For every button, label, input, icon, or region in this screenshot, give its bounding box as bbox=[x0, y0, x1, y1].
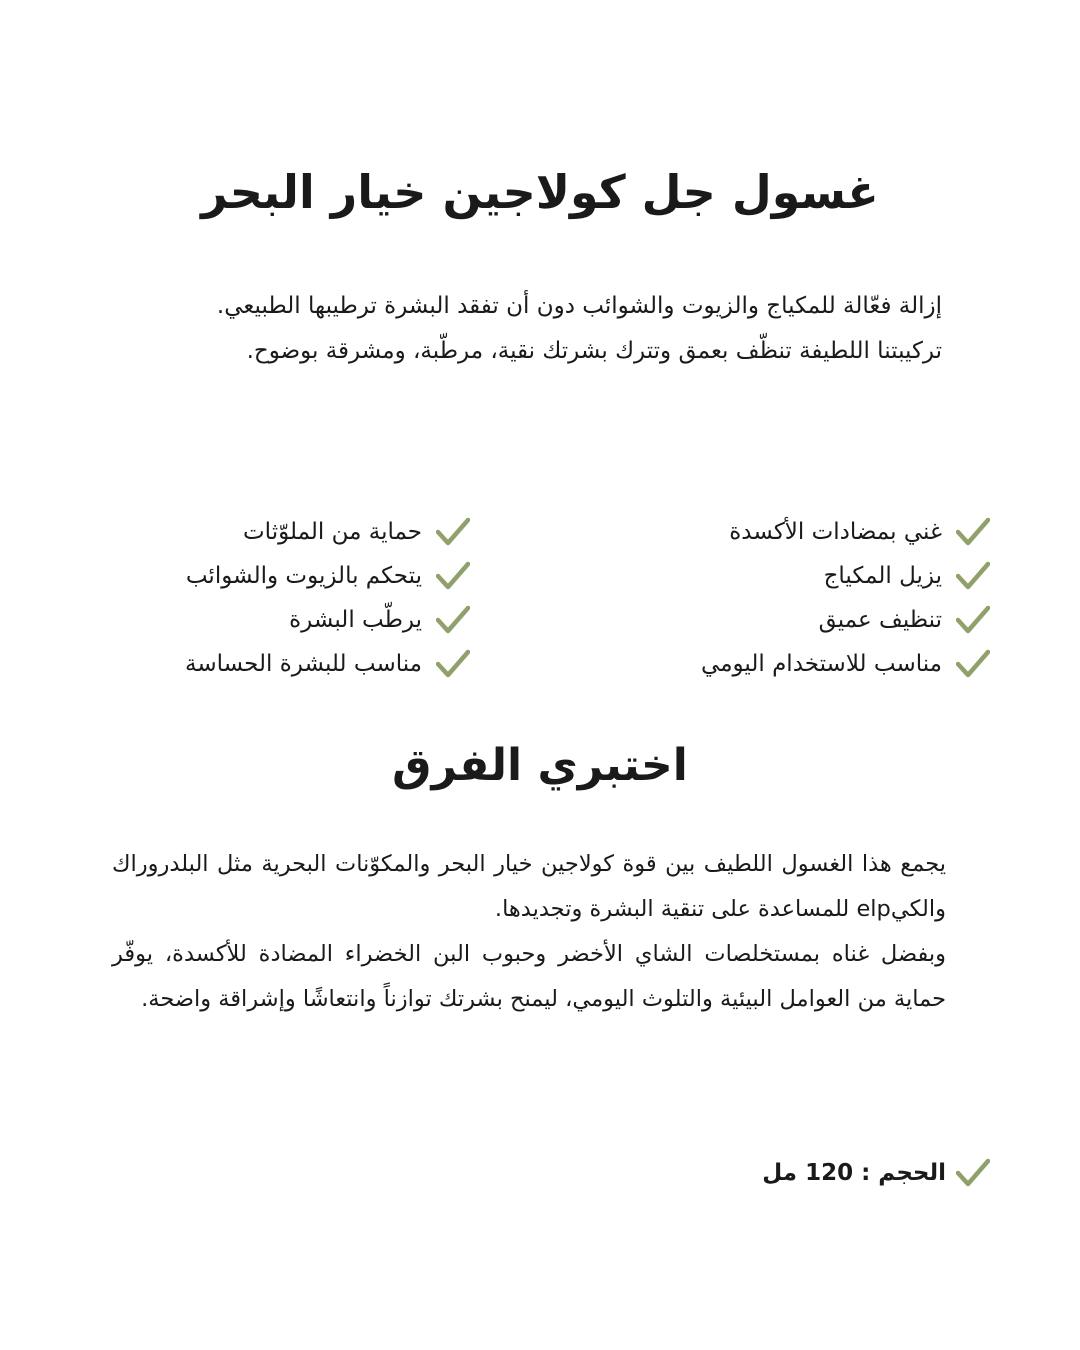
features-column-right bbox=[570, 510, 990, 686]
check-icon bbox=[956, 605, 990, 635]
intro-paragraph: إزالة فعّالة للمكياج والزيوت والشوائب دون أن تفقد البشرة ترطيبها الطبيعي. bbox=[216, 293, 942, 319]
check-icon bbox=[956, 1158, 990, 1188]
intro-text bbox=[176, 284, 942, 374]
description-text bbox=[112, 842, 946, 1022]
feature-item bbox=[70, 642, 470, 686]
feature-label: مناسب للبشرة الحساسة bbox=[185, 651, 422, 677]
feature-item bbox=[70, 554, 470, 598]
features-column-left bbox=[70, 510, 470, 686]
check-icon bbox=[436, 517, 470, 547]
features-list bbox=[70, 510, 990, 690]
check-icon bbox=[436, 649, 470, 679]
feature-label: يتحكم بالزيوت والشوائب bbox=[185, 563, 422, 589]
description-paragraph: يجمع هذا الغسول اللطيف بين قوة كولاجين خيار البحر والمكوّنات البحرية مثل البلدروراك والكيelp للمساعدة على تنقية البشرة وتجديدها. bbox=[112, 851, 946, 922]
feature-label: يزيل المكياج bbox=[823, 563, 942, 589]
check-icon bbox=[436, 561, 470, 591]
check-icon bbox=[436, 605, 470, 635]
check-icon bbox=[956, 561, 990, 591]
description-paragraph: وبفضل غناه بمستخلصات الشاي الأخضر وحبوب البن الخضراء المضادة للأكسدة، يوفّر حماية من العوامل البيئية والتلوث اليومي، ليمنح بشرتك توازناً وانتعاشًا وإشراقة واضحة. bbox=[112, 941, 946, 1012]
feature-label: يرطّب البشرة bbox=[289, 607, 422, 633]
size-info bbox=[762, 1150, 990, 1196]
feature-item bbox=[570, 642, 990, 686]
feature-label: غني بمضادات الأكسدة bbox=[729, 519, 942, 545]
feature-label: مناسب للاستخدام اليومي bbox=[701, 651, 942, 677]
feature-label: حماية من الملوّثات bbox=[243, 519, 422, 545]
check-icon bbox=[956, 517, 990, 547]
check-icon bbox=[956, 649, 990, 679]
feature-item bbox=[570, 554, 990, 598]
feature-item bbox=[570, 510, 990, 554]
intro-paragraph: تركيبتنا اللطيفة تنظّف بعمق وتترك بشرتك نقية، مرطّبة، ومشرقة بوضوح. bbox=[246, 338, 942, 364]
feature-item bbox=[570, 598, 990, 642]
section-title: اختبري الفرق bbox=[392, 740, 688, 791]
size-label: الحجم : 120 مل bbox=[762, 1160, 946, 1186]
feature-label: تنظيف عميق bbox=[818, 607, 942, 633]
feature-item bbox=[70, 598, 470, 642]
product-title: غسول جل كولاجين خيار البحر bbox=[201, 165, 879, 219]
feature-item bbox=[70, 510, 470, 554]
